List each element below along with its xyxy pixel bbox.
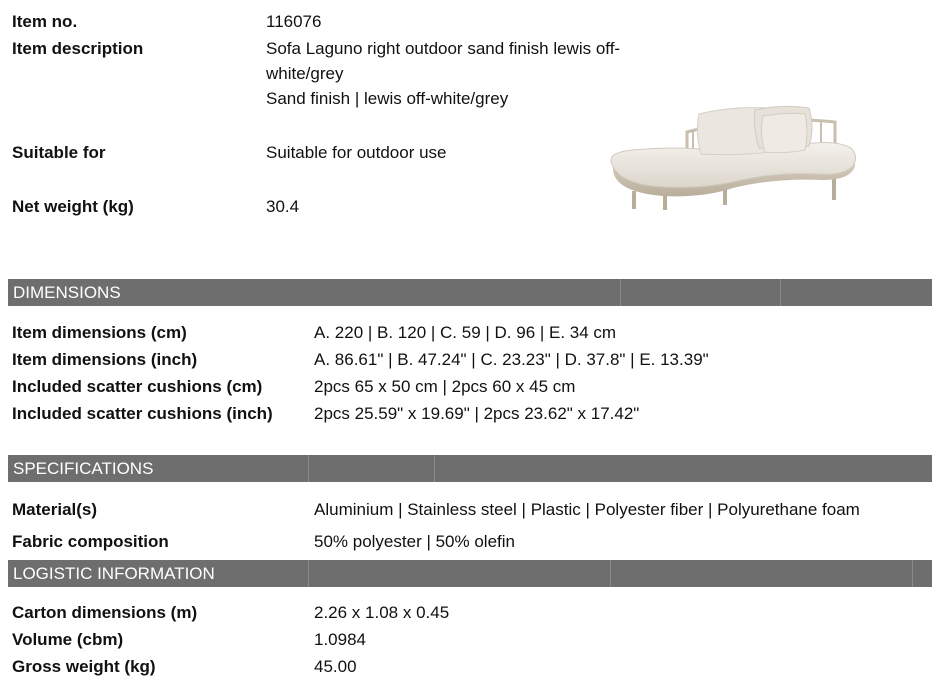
logistic-value: 1.0984: [314, 630, 366, 649]
dimension-value: 2pcs 25.59" x 19.69" | 2pcs 23.62" x 17.42": [314, 404, 640, 423]
logistic-value: 45.00: [314, 657, 357, 676]
item-description-line2: white/grey: [266, 64, 344, 83]
specification-label: Material(s): [12, 500, 98, 519]
specifications-header-label: SPECIFICATIONS: [13, 459, 154, 478]
dimension-label: Included scatter cushions (cm): [12, 377, 263, 396]
specifications-section-header: [8, 455, 932, 482]
dimension-label: Item dimensions (inch): [12, 350, 198, 369]
dimensions-header-label: DIMENSIONS: [13, 283, 121, 302]
suitable-for-value: Suitable for outdoor use: [266, 143, 447, 162]
dimensions-section-header: [8, 279, 932, 306]
logistic-value: 2.26 x 1.08 x 0.45: [314, 603, 450, 622]
logistics-section-header: [8, 560, 932, 587]
dimension-value: 2pcs 65 x 50 cm | 2pcs 60 x 45 cm: [314, 377, 576, 396]
logistic-label: Volume (cbm): [12, 630, 124, 649]
specification-value: 50% polyester | 50% olefin: [314, 532, 515, 551]
logistic-label: Gross weight (kg): [12, 657, 156, 676]
item-description-label: Item description: [12, 39, 144, 58]
logistic-label: Carton dimensions (m): [12, 603, 198, 622]
specification-value: Aluminium | Stainless steel | Plastic | Polyester fiber | Polyurethane foam: [314, 500, 860, 519]
net-weight-label: Net weight (kg): [12, 197, 134, 216]
logistics-header-label: LOGISTIC INFORMATION: [13, 564, 215, 583]
dimension-label: Item dimensions (cm): [12, 323, 187, 342]
item-description-line1: Sofa Laguno right outdoor sand finish lewis off-: [266, 39, 621, 58]
sofa-product-image: [603, 96, 863, 221]
item-number-value: 116076: [266, 12, 322, 31]
specification-label: Fabric composition: [12, 532, 169, 551]
suitable-for-label: Suitable for: [12, 143, 106, 162]
net-weight-value: 30.4: [266, 197, 300, 216]
dimension-label: Included scatter cushions (inch): [12, 404, 273, 423]
dimension-value: A. 86.61" | B. 47.24" | C. 23.23" | D. 37.8" | E. 13.39": [314, 350, 709, 369]
dimension-value: A. 220 | B. 120 | C. 59 | D. 96 | E. 34 cm: [314, 323, 617, 342]
item-number-label: Item no.: [12, 12, 78, 31]
item-description-line3: Sand finish | lewis off-white/grey: [266, 89, 509, 108]
